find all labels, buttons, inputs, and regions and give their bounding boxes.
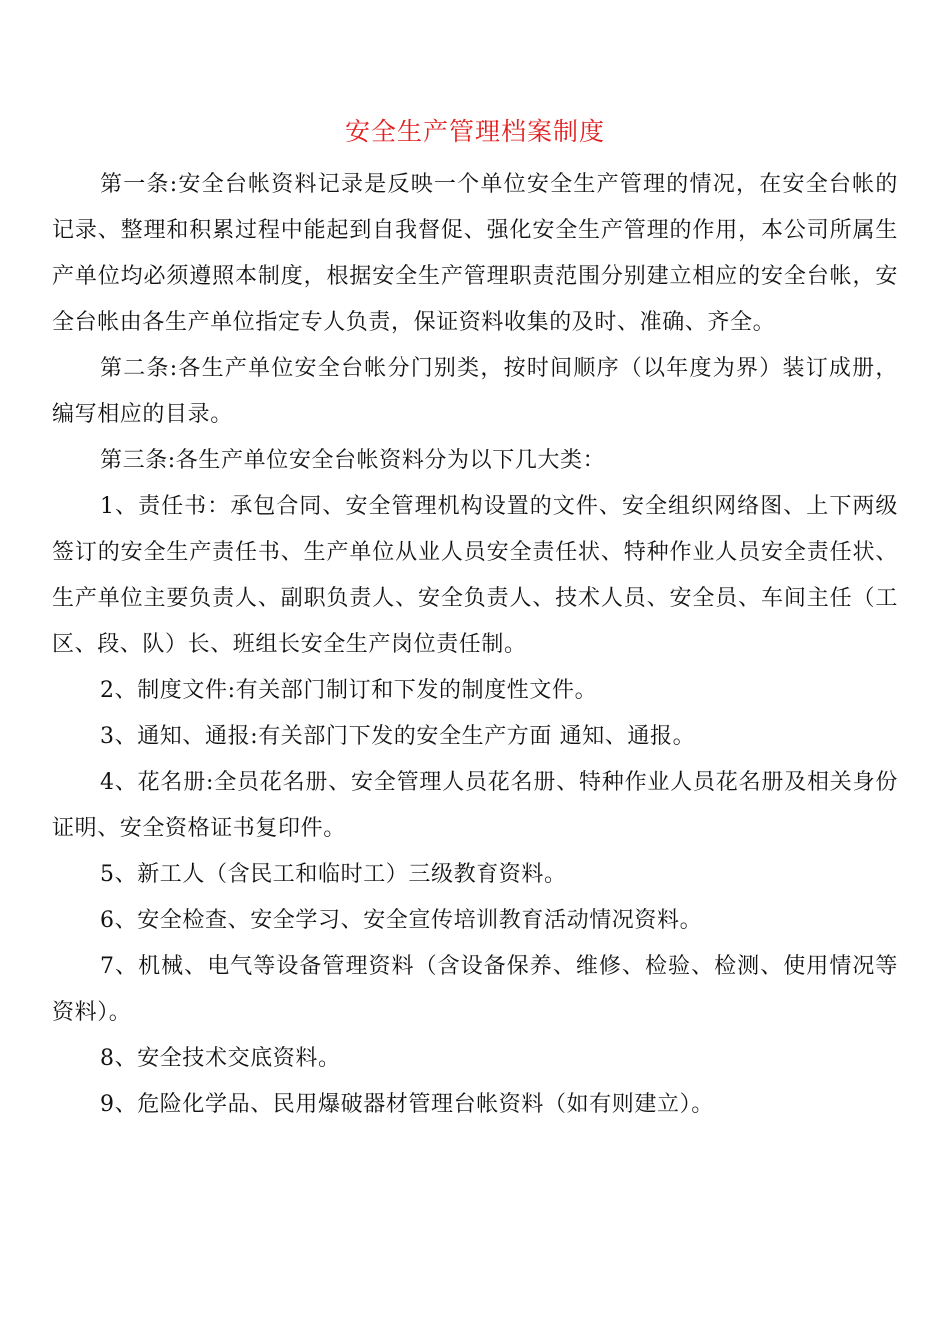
list-item-3: 3、通知、通报:有关部门下发的安全生产方面 通知、通报。 [100,724,696,749]
article-3-paragraph: 第三条:各生产单位安全台帐资料分为以下几大类： [100,448,606,473]
list-item-8: 8、安全技术交底资料。 [100,1046,341,1071]
document-body [52,162,898,1128]
list-item-9: 9、危险化学品、民用爆破器材管理台帐资料（如有则建立）。 [100,1092,714,1117]
article-1-paragraph: 第一条:安全台帐资料记录是反映一个单位安全生产管理的情况，在安全台帐的记录、整理和积累过程中能起到自我督促、强化安全生产管理的作用，本公司所属生产单位均必须遵照本制度，根据安全生产管理职责范围分别建立相应的安全台帐，安全台帐由各生产单位指定专人负责，保证资料收集的及时、准确、齐全。 [52,172,898,335]
document-title: 安全生产管理档案制度 [344,117,605,146]
article-2-paragraph: 第二条:各生产单位安全台帐分门别类，按时间顺序（以年度为界）装订成册，编写相应的目录。 [52,356,898,427]
list-item-5: 5、新工人（含民工和临时工）三级教育资料。 [100,862,567,887]
list-item-1: 1、责任书：承包合同、安全管理机构设置的文件、安全组织网络图、上下两级签订的安全生产责任书、生产单位从业人员安全责任状、特种作业人员安全责任状、生产单位主要负责人、副职负责人、安全负责人、技术人员、安全员、车间主任（工区、段、队）长、班组长安全生产岗位责任制。 [52,494,898,657]
list-item-7: 7、机械、电气等设备管理资料（含设备保养、维修、检验、检测、使用情况等资料）。 [52,954,898,1025]
list-item-2: 2、制度文件:有关部门制订和下发的制度性文件。 [100,678,598,703]
list-item-4: 4、花名册:全员花名册、安全管理人员花名册、特种作业人员花名册及相关身份证明、安全资格证书复印件。 [52,770,898,841]
list-item-6: 6、安全检查、安全学习、安全宣传培训教育活动情况资料。 [100,908,703,933]
